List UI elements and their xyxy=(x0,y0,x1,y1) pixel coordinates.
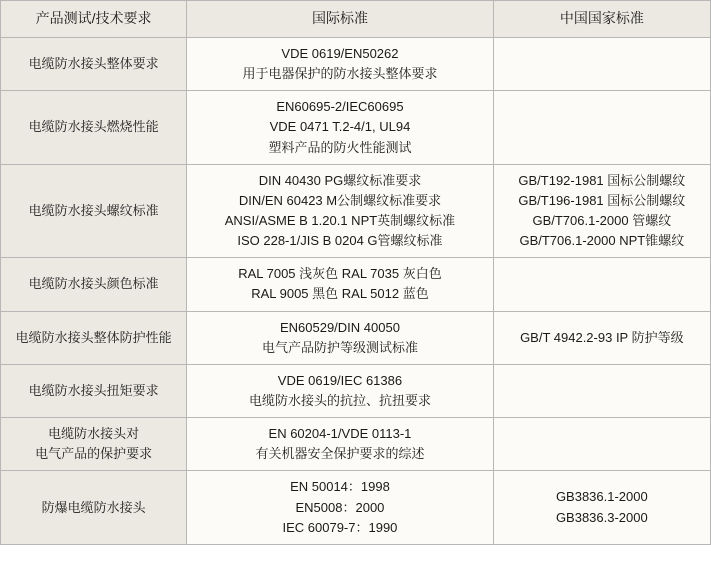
cell-requirement xyxy=(1,418,187,471)
cell-china xyxy=(493,364,710,417)
table-body xyxy=(1,38,711,545)
text-line: GB/T192-1981 国标公制螺纹 xyxy=(518,172,686,188)
text-line: DIN 40430 PG螺纹标准要求 xyxy=(258,172,422,188)
text-line: GB/T706.1-2000 NPT锥螺纹 xyxy=(519,233,685,249)
text-line: ISO 228-1/JIS B 0204 G管螺纹标准 xyxy=(237,233,443,249)
table-header xyxy=(1,1,711,38)
table-row xyxy=(1,164,711,258)
table-row xyxy=(1,364,711,417)
text-line: VDE 0471 T.2-4/1, UL94 xyxy=(269,119,411,135)
cell-requirement xyxy=(1,258,187,311)
text-line: GB/T 4942.2-93 IP 防护等级 xyxy=(520,329,684,345)
table-row xyxy=(1,38,711,91)
cell-requirement xyxy=(1,311,187,364)
column-header-china: 中国国家标准 xyxy=(493,1,710,38)
table-row xyxy=(1,258,711,311)
text-line: 电缆防水接头燃烧性能 xyxy=(28,119,159,135)
text-line: 电缆防水接头扭矩要求 xyxy=(28,382,159,398)
cell-international xyxy=(187,311,493,364)
text-line: DIN/EN 60423 M公制螺纹标准要求 xyxy=(238,192,442,208)
text-line: 塑料产品的防火性能测试 xyxy=(268,139,412,155)
cell-china xyxy=(493,418,710,471)
text-line: 防爆电缆防水接头 xyxy=(41,499,146,515)
table-row xyxy=(1,418,711,471)
text-line: GB/T196-1981 国标公制螺纹 xyxy=(518,192,686,208)
column-header-international: 国际标准 xyxy=(187,1,493,38)
text-line: EN60695-2/IEC60695 xyxy=(276,99,404,115)
text-line: VDE 0619/IEC 61386 xyxy=(277,372,403,388)
table-row xyxy=(1,311,711,364)
text-line: GB3836.3-2000 xyxy=(555,509,648,525)
text-line: 电缆防水接头整体要求 xyxy=(28,56,159,72)
text-line: IEC 60079-7：1990 xyxy=(282,519,398,535)
text-line: EN 50014：1998 xyxy=(290,479,390,495)
cell-china xyxy=(493,38,710,91)
table-header-row xyxy=(1,1,711,38)
cell-requirement xyxy=(1,91,187,164)
text-line: GB/T706.1-2000 管螺纹 xyxy=(532,212,672,228)
text-line: 有关机器安全保护要求的综述 xyxy=(255,446,425,462)
cell-international xyxy=(187,364,493,417)
cell-china xyxy=(493,311,710,364)
cell-international xyxy=(187,418,493,471)
cell-requirement xyxy=(1,364,187,417)
text-line: 电缆防水接头螺纹标准 xyxy=(28,202,159,218)
cell-requirement xyxy=(1,38,187,91)
text-line: 电缆防水接头的抗拉、抗扭要求 xyxy=(248,392,431,408)
text-line: EN60529/DIN 40050 xyxy=(279,319,400,335)
text-line: 电气产品的保护要求 xyxy=(35,446,153,462)
cell-china xyxy=(493,258,710,311)
text-line: 电气产品防护等级测试标准 xyxy=(261,339,418,355)
text-line: VDE 0619/EN50262 xyxy=(281,46,399,61)
cell-china xyxy=(493,91,710,164)
cell-requirement xyxy=(1,471,187,544)
text-line: EN 60204-1/VDE 0113-1 xyxy=(268,426,412,442)
text-line: GB3836.1-2000 xyxy=(555,489,648,505)
cell-international xyxy=(187,91,493,164)
cell-international xyxy=(187,258,493,311)
text-line: 电缆防水接头对 xyxy=(48,426,140,442)
cell-china xyxy=(493,164,710,258)
table-row xyxy=(1,91,711,164)
table-row xyxy=(1,471,711,544)
text-line: ANSI/ASME B 1.20.1 NPT英制螺纹标准 xyxy=(224,212,456,228)
text-line: EN5008：2000 xyxy=(295,499,385,515)
text-line: RAL 7005 浅灰色 RAL 7035 灰白色 xyxy=(238,266,442,282)
cell-international xyxy=(187,164,493,258)
cell-international xyxy=(187,38,493,91)
cell-requirement xyxy=(1,164,187,258)
cell-international xyxy=(187,471,493,544)
cell-china xyxy=(493,471,710,544)
text-line: 电缆防水接头颜色标准 xyxy=(28,276,159,292)
text-line: RAL 9005 黑色 RAL 5012 蓝色 xyxy=(251,286,429,302)
text-line: 用于电器保护的防水接头整体要求 xyxy=(242,66,438,82)
text-line: 电缆防水接头整体防护性能 xyxy=(15,329,172,345)
column-header-requirement: 产品测试/技术要求 xyxy=(1,1,187,38)
